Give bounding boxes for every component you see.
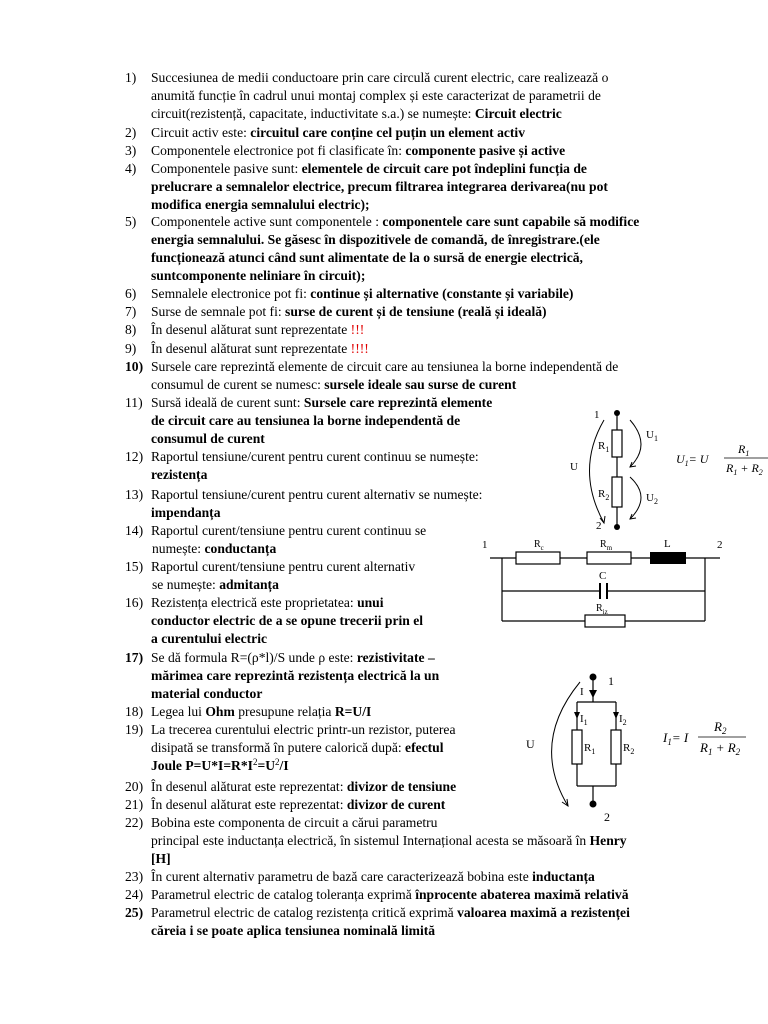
item-text-line bbox=[151, 649, 435, 667]
item-text-line bbox=[151, 105, 562, 123]
bold-run: prelucrare a semnalelor electrice, precum filtrarea integrarea derivarea(nu pot bbox=[151, 179, 608, 195]
text-run: se numește: bbox=[152, 577, 220, 593]
item-text-line bbox=[151, 394, 492, 412]
item-text-line bbox=[151, 868, 595, 886]
bold-run: continue și alternative (constante și variabile) bbox=[310, 286, 574, 301]
item-number: 23) bbox=[125, 869, 144, 884]
text-run: În desenul alăturat este reprezentat: bbox=[151, 779, 347, 794]
text-run: presupune relația bbox=[234, 704, 335, 719]
item-text-line bbox=[151, 739, 444, 757]
cd-node2 bbox=[590, 801, 597, 808]
rlc-resistor-riz bbox=[585, 615, 625, 627]
cd-r1-label: $R_1$ bbox=[584, 742, 596, 756]
cd-formula-den: $R_1 + R_2$ bbox=[700, 740, 741, 757]
text-run: La trecerea curentului electric printr-un rezistor, puterea bbox=[151, 722, 456, 737]
item-text-line bbox=[151, 721, 456, 739]
bold-run: consumul de curent bbox=[151, 431, 265, 447]
bold-run: circuitul care conține cel puțin un element activ bbox=[250, 125, 526, 140]
rlc-circuit-diagram bbox=[480, 535, 730, 635]
item-number: 22) bbox=[125, 815, 144, 830]
text-run: Raportul tensiune/curent pentru curent continuu se numește: bbox=[151, 449, 479, 464]
vd-arrow-u2 bbox=[630, 477, 641, 519]
item-number: 5) bbox=[125, 214, 137, 229]
cd-node1-label: 1 bbox=[608, 674, 614, 688]
bold-run: energia semnalului. Se găsesc în dispozitivele de comandă, de înregistrare.(ele bbox=[151, 232, 600, 248]
vd-formula-num: $R_1$ bbox=[738, 442, 750, 458]
bold-run: funcționează atunci când sunt alimentate de la o sursă de energie electrică, bbox=[151, 250, 583, 266]
item-text-line bbox=[151, 757, 289, 775]
bold-run: elementele de circuit care pot îndeplini funcția de bbox=[301, 161, 587, 176]
bold-run: de circuit care au tensiunea la borne independentă de bbox=[151, 413, 461, 429]
bold-run: divizor de curent bbox=[346, 797, 446, 812]
item-text-line bbox=[152, 576, 279, 594]
bold-run: divizor de tensiune bbox=[346, 779, 457, 794]
item-text-line bbox=[151, 124, 525, 142]
text-run: numește: bbox=[152, 541, 205, 557]
text-run: Bobina este componenta de circuit a cărui parametru bbox=[151, 815, 438, 830]
item-text-line bbox=[151, 267, 365, 285]
item-text-line bbox=[151, 904, 630, 922]
item-text-line bbox=[151, 69, 608, 87]
bold-run: R=U/I bbox=[334, 704, 372, 719]
bold-run: /I bbox=[279, 758, 289, 774]
rlc-l-label: L bbox=[664, 538, 671, 550]
text-run: Parametrul electric de catalog toleranța exprimă bbox=[151, 887, 416, 902]
item-number: 15) bbox=[125, 559, 144, 574]
rlc-rm-label: $R_m$ bbox=[600, 539, 613, 552]
cd-formula-num: $R_2$ bbox=[714, 719, 727, 736]
cd-arrow-i bbox=[589, 690, 597, 698]
cd-i2-label: $I_2$ bbox=[619, 713, 627, 727]
text-run: Legea lui bbox=[151, 704, 206, 719]
item-text-line bbox=[151, 448, 479, 466]
bold-run: rezistivitate – bbox=[356, 650, 435, 665]
current-divider-diagram bbox=[520, 668, 768, 828]
text-run: În desenul alăturat sunt reprezentate bbox=[151, 322, 351, 337]
item-number: 4) bbox=[125, 161, 137, 176]
item-number: 25) bbox=[125, 905, 144, 920]
cd-r2-label: $R_2$ bbox=[623, 742, 635, 756]
bold-run: surse de curent și de tensiune (reală și ideală) bbox=[285, 304, 547, 319]
bold-run: inductanța bbox=[532, 869, 595, 884]
bold-run: suntcomponente neliniare în circuit); bbox=[151, 268, 366, 284]
text-run: Sursele care reprezintă elemente de circuit care au tensiunea la borne independentă de bbox=[151, 359, 619, 374]
bold-run: impendanța bbox=[151, 505, 221, 521]
rlc-node2-label: 2 bbox=[717, 539, 723, 551]
item-number: 11) bbox=[125, 395, 143, 410]
cd-i1-label: $I_1$ bbox=[580, 713, 588, 727]
item-text-line bbox=[151, 796, 445, 814]
bold-run: Henry bbox=[589, 833, 627, 849]
text-run: În desenul alăturat sunt reprezentate bbox=[151, 341, 351, 356]
bold-run: conductor electric de a se opune trecerii prin el bbox=[151, 613, 424, 629]
item-text-line bbox=[151, 667, 439, 685]
text-run: Succesiunea de medii conductoare prin care circulă curent electric, care realizează o bbox=[151, 70, 609, 85]
vd-formula-den: $R_1 + R_2$ bbox=[726, 461, 763, 477]
bold-run: Circuit electric bbox=[474, 106, 562, 122]
item-text-line bbox=[151, 196, 370, 214]
text-run: anumită funcție în cadrul unui montaj complex și este caracterizat de parametrii de bbox=[151, 88, 601, 104]
text-run: Componentele electronice pot fi clasificate în: bbox=[151, 143, 406, 158]
item-text-line bbox=[151, 321, 364, 339]
item-number: 19) bbox=[125, 722, 144, 737]
item-text-line bbox=[151, 466, 207, 484]
item-number: 17) bbox=[125, 650, 144, 665]
text-run: circuit(rezistență, capacitate, inductivitate s.a.) se numește: bbox=[151, 106, 475, 122]
text-run: Surse de semnale pot fi: bbox=[151, 304, 286, 319]
item-text-line bbox=[151, 430, 265, 448]
vd-node2-label: 2 bbox=[596, 520, 602, 532]
item-number: 13) bbox=[125, 487, 144, 502]
text-run: disipată se transformă în putere calorică după: bbox=[151, 740, 406, 756]
bold-run: Ohm bbox=[205, 704, 235, 719]
item-number: 20) bbox=[125, 779, 144, 794]
item-text-line bbox=[152, 540, 276, 558]
superscript: 2 bbox=[275, 757, 280, 768]
red-marker: !!! bbox=[350, 322, 365, 337]
item-text-line bbox=[151, 685, 262, 703]
rlc-node1-label: 1 bbox=[482, 539, 488, 551]
cd-u-label: U bbox=[526, 737, 535, 751]
bold-run: material conductor bbox=[151, 686, 263, 702]
bold-run: componentele care sunt capabile să modifice bbox=[382, 214, 640, 229]
text-run: Sursă ideală de curent sunt: bbox=[151, 395, 304, 410]
cd-resistor-r2 bbox=[611, 730, 621, 764]
item-text-line bbox=[151, 612, 423, 630]
rlc-resistor-rc bbox=[516, 552, 560, 564]
item-text-line bbox=[151, 814, 437, 832]
bold-run: [H] bbox=[151, 851, 171, 867]
item-text-line bbox=[151, 412, 460, 430]
item-text-line bbox=[151, 886, 629, 904]
item-text-line bbox=[151, 594, 384, 612]
item-text-line bbox=[151, 850, 171, 868]
vd-u2-label: $U_2$ bbox=[646, 492, 658, 506]
item-number: 12) bbox=[125, 449, 144, 464]
text-run: Raportul tensiune/curent pentru curent alternativ se numește: bbox=[151, 487, 483, 502]
text-run: Componentele active sunt componentele : bbox=[151, 214, 383, 229]
bold-run: valoarea maximă a rezistenței bbox=[457, 905, 630, 920]
bold-run: înprocente abaterea maximă relativă bbox=[415, 887, 629, 902]
bold-run: căreia i se poate aplica tensiunea nominală limită bbox=[151, 923, 436, 939]
rlc-resistor-rm bbox=[587, 552, 631, 564]
bold-run: admitanța bbox=[219, 577, 279, 593]
bold-run: modifica energia semnalului electric); bbox=[151, 197, 370, 213]
bold-run: =U bbox=[257, 758, 276, 774]
bold-run: efectul bbox=[405, 740, 444, 756]
bold-run: unui bbox=[357, 595, 384, 610]
item-text-line bbox=[151, 87, 601, 105]
vd-formula-lhs: $U_1= U$ bbox=[676, 452, 709, 468]
item-number: 3) bbox=[125, 143, 137, 158]
item-text-line bbox=[151, 376, 516, 394]
item-text-line bbox=[151, 486, 482, 504]
text-run: Raportul curent/tensiune pentru curent continuu se bbox=[151, 523, 427, 538]
rlc-c-label: C bbox=[599, 570, 607, 582]
item-text-line bbox=[151, 922, 435, 940]
item-number: 9) bbox=[125, 341, 137, 356]
cd-i-label: I bbox=[580, 686, 584, 698]
vd-r2-label: $R_2$ bbox=[598, 488, 610, 502]
superscript: 2 bbox=[252, 757, 258, 768]
item-text-line bbox=[151, 231, 600, 249]
item-text-line bbox=[151, 249, 583, 267]
text-run: Se dă formula R=(ρ*l)/S unde ρ este: bbox=[151, 650, 357, 665]
text-run: Rezistența electrică este proprietatea: bbox=[151, 595, 358, 610]
item-text-line bbox=[151, 285, 573, 303]
rlc-riz-label: $R_{iz}$ bbox=[596, 603, 608, 616]
bold-run: rezistența bbox=[151, 467, 208, 483]
item-number: 16) bbox=[125, 595, 144, 610]
bold-run: a curentului electric bbox=[151, 631, 268, 647]
text-run: principal este inductanța electrică, în sistemul Internațional acesta se măsoară în bbox=[151, 833, 590, 849]
item-text-line bbox=[151, 160, 587, 178]
item-text-line bbox=[151, 213, 639, 231]
item-text-line bbox=[151, 522, 426, 540]
item-text-line bbox=[151, 303, 547, 321]
vd-node1-label: 1 bbox=[594, 409, 600, 421]
vd-u1-label: $U_1$ bbox=[646, 429, 658, 443]
vd-node2 bbox=[614, 524, 620, 530]
item-number: 18) bbox=[125, 704, 144, 719]
text-run: consumul de curent se numesc: bbox=[151, 377, 325, 393]
text-run: Componentele pasive sunt: bbox=[151, 161, 302, 176]
red-marker: !!!! bbox=[350, 341, 369, 356]
cd-formula-lhs: $I_1= I$ bbox=[663, 730, 689, 747]
bold-run: sursele ideale sau surse de curent bbox=[324, 377, 517, 393]
item-text-line bbox=[151, 504, 221, 522]
bold-run: Joule P=U*I=R*I bbox=[151, 758, 253, 774]
item-text-line bbox=[151, 778, 456, 796]
bold-run: componente pasive și active bbox=[405, 143, 566, 158]
item-text-line bbox=[151, 703, 371, 721]
item-text-line bbox=[151, 558, 415, 576]
item-number: 2) bbox=[125, 125, 137, 140]
vd-r1-label: $R_1$ bbox=[598, 440, 610, 454]
text-run: Parametrul electric de catalog rezistența critică exprimă bbox=[151, 905, 458, 920]
vd-resistor-r1 bbox=[612, 430, 622, 457]
item-text-line bbox=[151, 142, 565, 160]
item-text-line bbox=[151, 358, 618, 376]
vd-arrow-u1 bbox=[630, 420, 641, 467]
rlc-inductor-l bbox=[650, 552, 686, 564]
item-number: 14) bbox=[125, 523, 144, 538]
bold-run: conductanța bbox=[204, 541, 277, 557]
item-number: 8) bbox=[125, 322, 137, 337]
vd-u-label: U bbox=[570, 461, 578, 473]
item-number: 21) bbox=[125, 797, 144, 812]
text-run: Semnalele electronice pot fi: bbox=[151, 286, 311, 301]
item-number: 1) bbox=[125, 70, 137, 85]
item-text-line bbox=[151, 832, 627, 850]
item-text-line bbox=[151, 340, 369, 358]
text-run: Raportul curent/tensiune pentru curent alternativ bbox=[151, 559, 416, 574]
text-run: Circuit activ este: bbox=[151, 125, 251, 140]
bold-run: mărimea care reprezintă rezistența electrică la un bbox=[151, 668, 440, 684]
cd-resistor-r1 bbox=[572, 730, 582, 764]
bold-run: Sursele care reprezintă elemente bbox=[303, 395, 493, 410]
item-text-line bbox=[151, 178, 608, 196]
text-run: În desenul alăturat este reprezentat: bbox=[151, 797, 347, 812]
cd-node2-label: 2 bbox=[604, 810, 610, 824]
item-number: 7) bbox=[125, 304, 137, 319]
item-number: 10) bbox=[125, 359, 144, 374]
text-run: În curent alternativ parametru de bază care caracterizează bobina este bbox=[151, 869, 533, 884]
vd-resistor-r2 bbox=[612, 477, 622, 507]
voltage-divider-diagram bbox=[560, 405, 768, 535]
item-text-line bbox=[151, 630, 267, 648]
vd-arrow-u bbox=[590, 420, 605, 523]
item-number: 6) bbox=[125, 286, 137, 301]
rlc-rc-label: $R_c$ bbox=[534, 539, 544, 552]
item-number: 24) bbox=[125, 887, 144, 902]
